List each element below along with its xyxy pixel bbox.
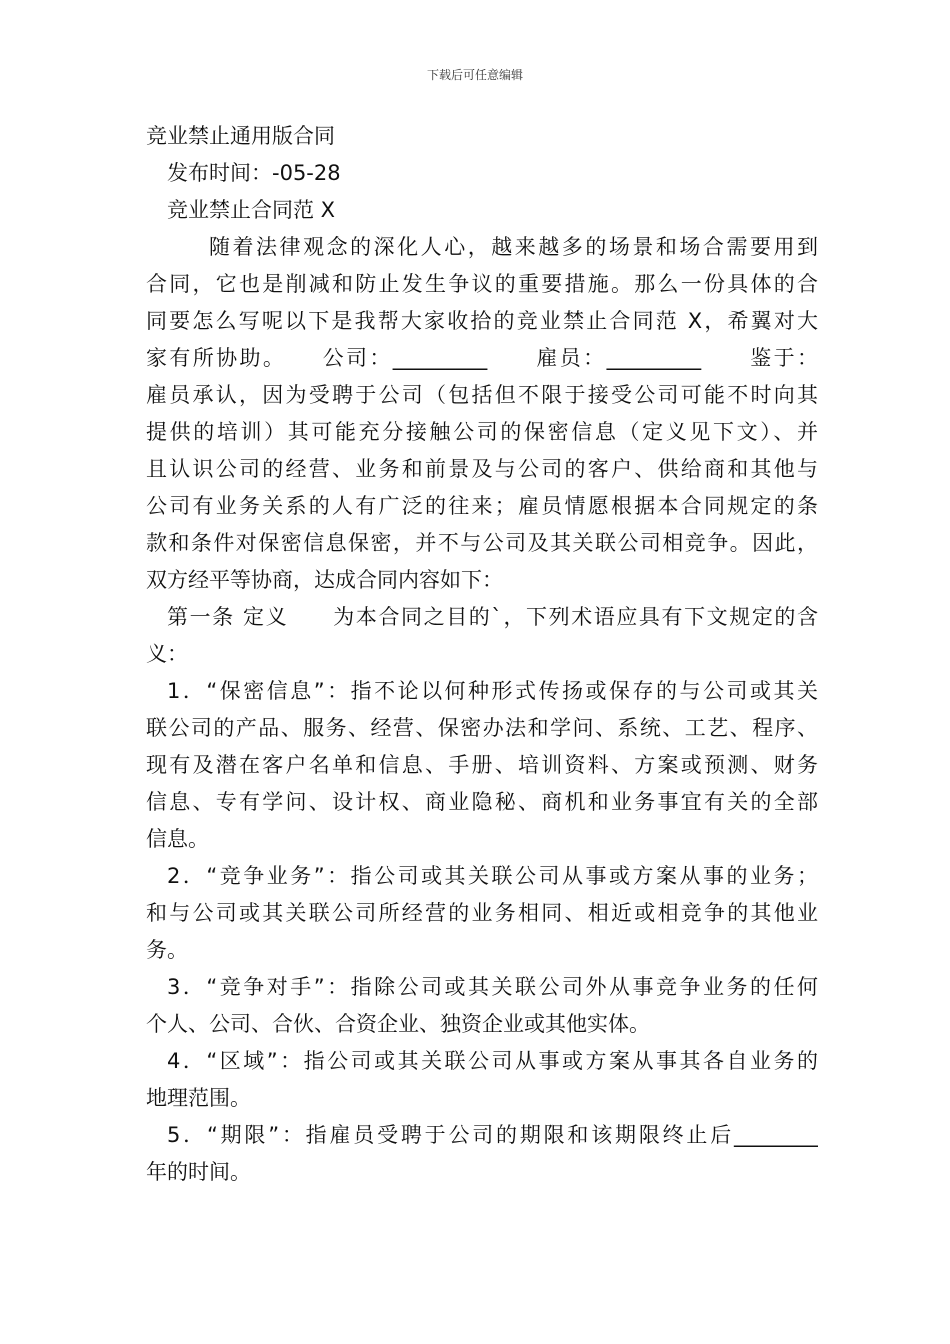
definition-item: 2．“竞争业务”：指公司或其关联公司从事或方案从事的业务； (167, 864, 818, 888)
paragraph-line: 雇员承认，因为受聘于公司（包括但不限于接受公司可能不时向其 (146, 383, 818, 407)
paragraph-line: 公司有业务关系的人有广泛的往来；雇员情愿根据本合同规定的条 (146, 494, 818, 518)
paragraph-line: 款和条件对保密信息保密，并不与公司及其关联公司相竞争。因此， (146, 531, 818, 555)
paragraph-line: 和与公司或其关联公司所经营的业务相同、相近或相竞争的其他业 (146, 901, 818, 925)
paragraph-line: 信息。 (146, 827, 209, 851)
paragraph-line: 随着法律观念的深化人心，越来越多的场景和场合需要用到 (209, 235, 818, 259)
paragraph-line: 务。 (146, 938, 188, 962)
paragraph-line: 现有及潜在客户名单和信息、手册、培训资料、方案或预测、财务 (146, 753, 818, 777)
definition-item: 3．“竞争对手”：指除公司或其关联公司外从事竞争业务的任何 (167, 975, 818, 999)
paragraph-line: 且认识公司的经营、业务和前景及与公司的客户、供给商和其他与 (146, 457, 818, 481)
paragraph-line: 年的时间。 (146, 1160, 251, 1184)
paragraph-line: 合同，它也是削减和防止发生争议的重要措施。那么一份具体的合 (146, 272, 818, 296)
doc-title: 竞业禁止通用版合同 (146, 124, 335, 148)
paragraph-line: 同要怎么写呢以下是我帮大家收拾的竞业禁止合同范 X，希翼对大 (146, 309, 818, 333)
doc-subtitle: 竞业禁止合同范 X (167, 198, 336, 222)
document-body (146, 118, 818, 1191)
article-heading: 第一条 定义 为本合同之目的`，下列术语应具有下文规定的含 (167, 605, 818, 629)
paragraph-line: 义： (146, 642, 188, 666)
definition-item: 1．“保密信息”：指不论以何种形式传扬或保存的与公司或其关 (167, 679, 818, 703)
paragraph-line: 提供的培训）其可能充分接触公司的保密信息（定义见下文）、并 (146, 420, 818, 444)
paragraph-line: 信息、专有学问、设计权、商业隐秘、商机和业务事宜有关的全部 (146, 790, 818, 814)
paragraph-line: 联公司的产品、服务、经营、保密办法和学问、系统、工艺、程序、 (146, 716, 818, 740)
page-header: 下载后可任意编辑 (426, 68, 523, 82)
paragraph-line: 个人、公司、合伙、合资企业、独资企业或其他实体。 (146, 1012, 650, 1036)
paragraph-line: 地理范围。 (146, 1086, 251, 1110)
paragraph-line: 家有所协助。 公司：_________ 雇员：_________ 鉴于： (146, 346, 818, 370)
definition-item: 5．“期限”：指雇员受聘于公司的期限和该期限终止后________ (167, 1123, 818, 1147)
paragraph-line: 双方经平等协商，达成合同内容如下： (146, 568, 503, 592)
definition-item: 4．“区域”：指公司或其关联公司从事或方案从事其各自业务的 (167, 1049, 818, 1073)
publish-date: 发布时间：-05-28 (167, 161, 341, 185)
